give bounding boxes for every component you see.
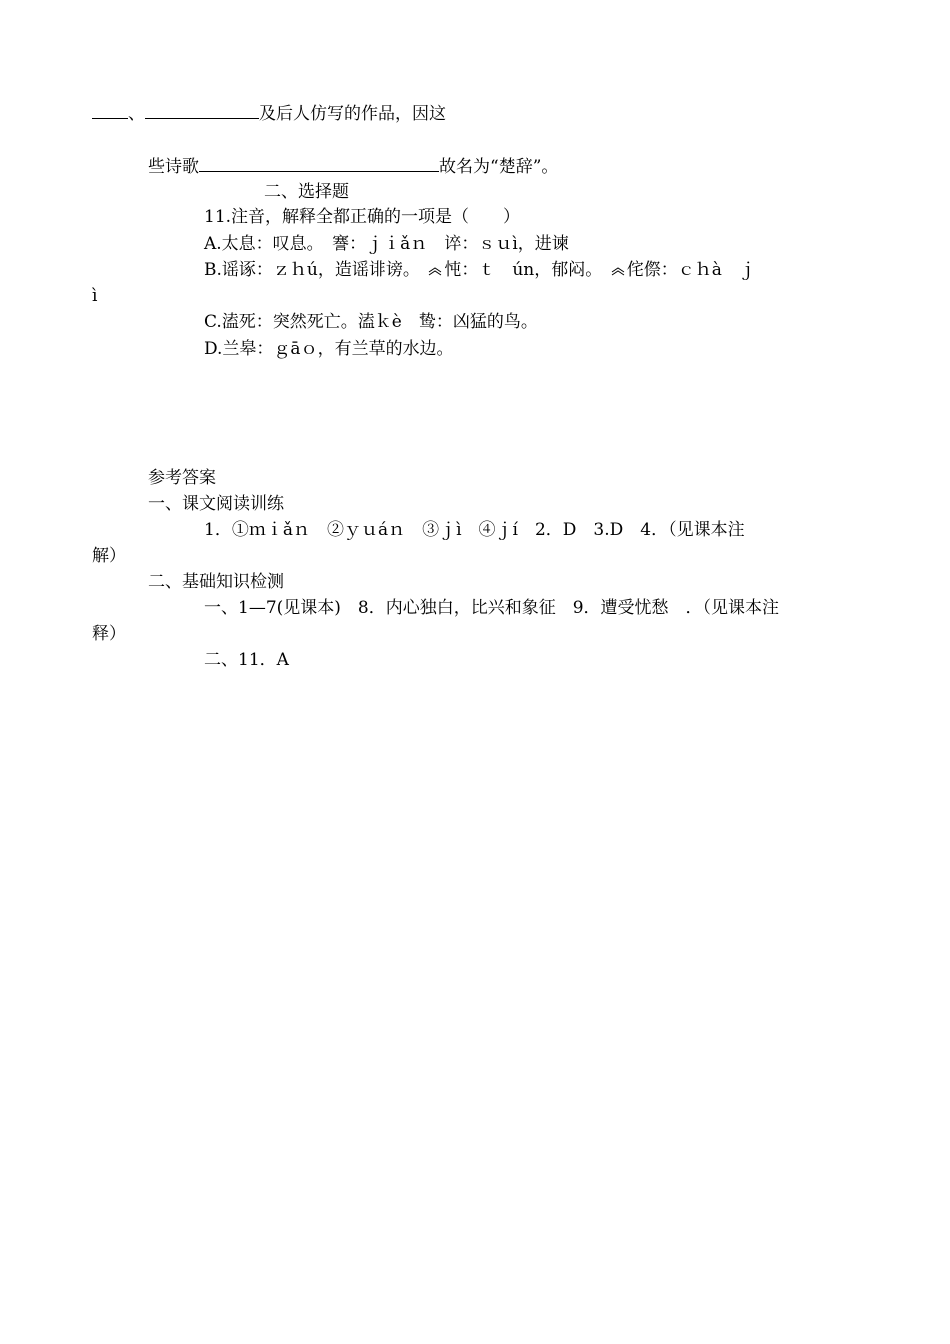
double-chevron-up-icon (428, 266, 442, 276)
blank-3 (199, 155, 439, 172)
answers-part2-heading: 二、基础知识检测 (148, 572, 284, 592)
answers-title: 参考答案 (148, 468, 216, 488)
separator: 、 (128, 104, 145, 124)
section-heading-choice: 二、选择题 (264, 182, 349, 202)
option-b-end: 侘傺：ｃｈà ｊ (626, 260, 756, 280)
option-c: C.溘死：突然死亡。溘ｋè 鸷：凶猛的鸟。 (204, 312, 538, 332)
option-b-wrap: ì (92, 286, 98, 306)
option-b (204, 259, 756, 281)
answers-part2-wrap: 释） (92, 624, 126, 644)
answers-part1-line: 1．①ｍｉǎｎ ②ｙｕáｎ ③ｊì ④ｊí 2．D 3.D 4．（见课本注 (204, 520, 745, 540)
option-b-mid: 忳：ｔ ún，郁闷。 (444, 260, 611, 280)
line2-prefix: 些诗歌 (148, 157, 199, 177)
option-a: A.太息：叹息。 謇：ｊｉǎｎ 谇：ｓｕì，进谏 (204, 234, 569, 254)
option-d: D.兰皋：ｇāｏ，有兰草的水边。 (204, 339, 454, 359)
answers-part2-line2: 二、11．A (204, 650, 289, 670)
fill-blank-line-1 (92, 102, 446, 125)
fill-blank-line-2 (148, 155, 558, 178)
answers-part1-wrap: 解） (92, 546, 126, 566)
answers-part1-heading: 一、课文阅读训练 (148, 494, 284, 514)
answers-part2-line: 一、1—7(见课本) 8．内心独白，比兴和象征 9．遭受忧愁 ．（见课本注 (204, 598, 780, 618)
question-stem: 11.注音，解释全都正确的一项是（ ） (204, 207, 521, 227)
option-b-main: B.谣诼：ｚｈú，造谣诽谤。 (204, 260, 429, 280)
double-chevron-up-icon (611, 266, 625, 276)
line2-text: 故名为“楚辞”。 (439, 157, 559, 177)
blank-2 (145, 102, 259, 119)
line1-text: 及后人仿写的作品，因这 (259, 104, 446, 124)
blank-1 (92, 102, 128, 119)
